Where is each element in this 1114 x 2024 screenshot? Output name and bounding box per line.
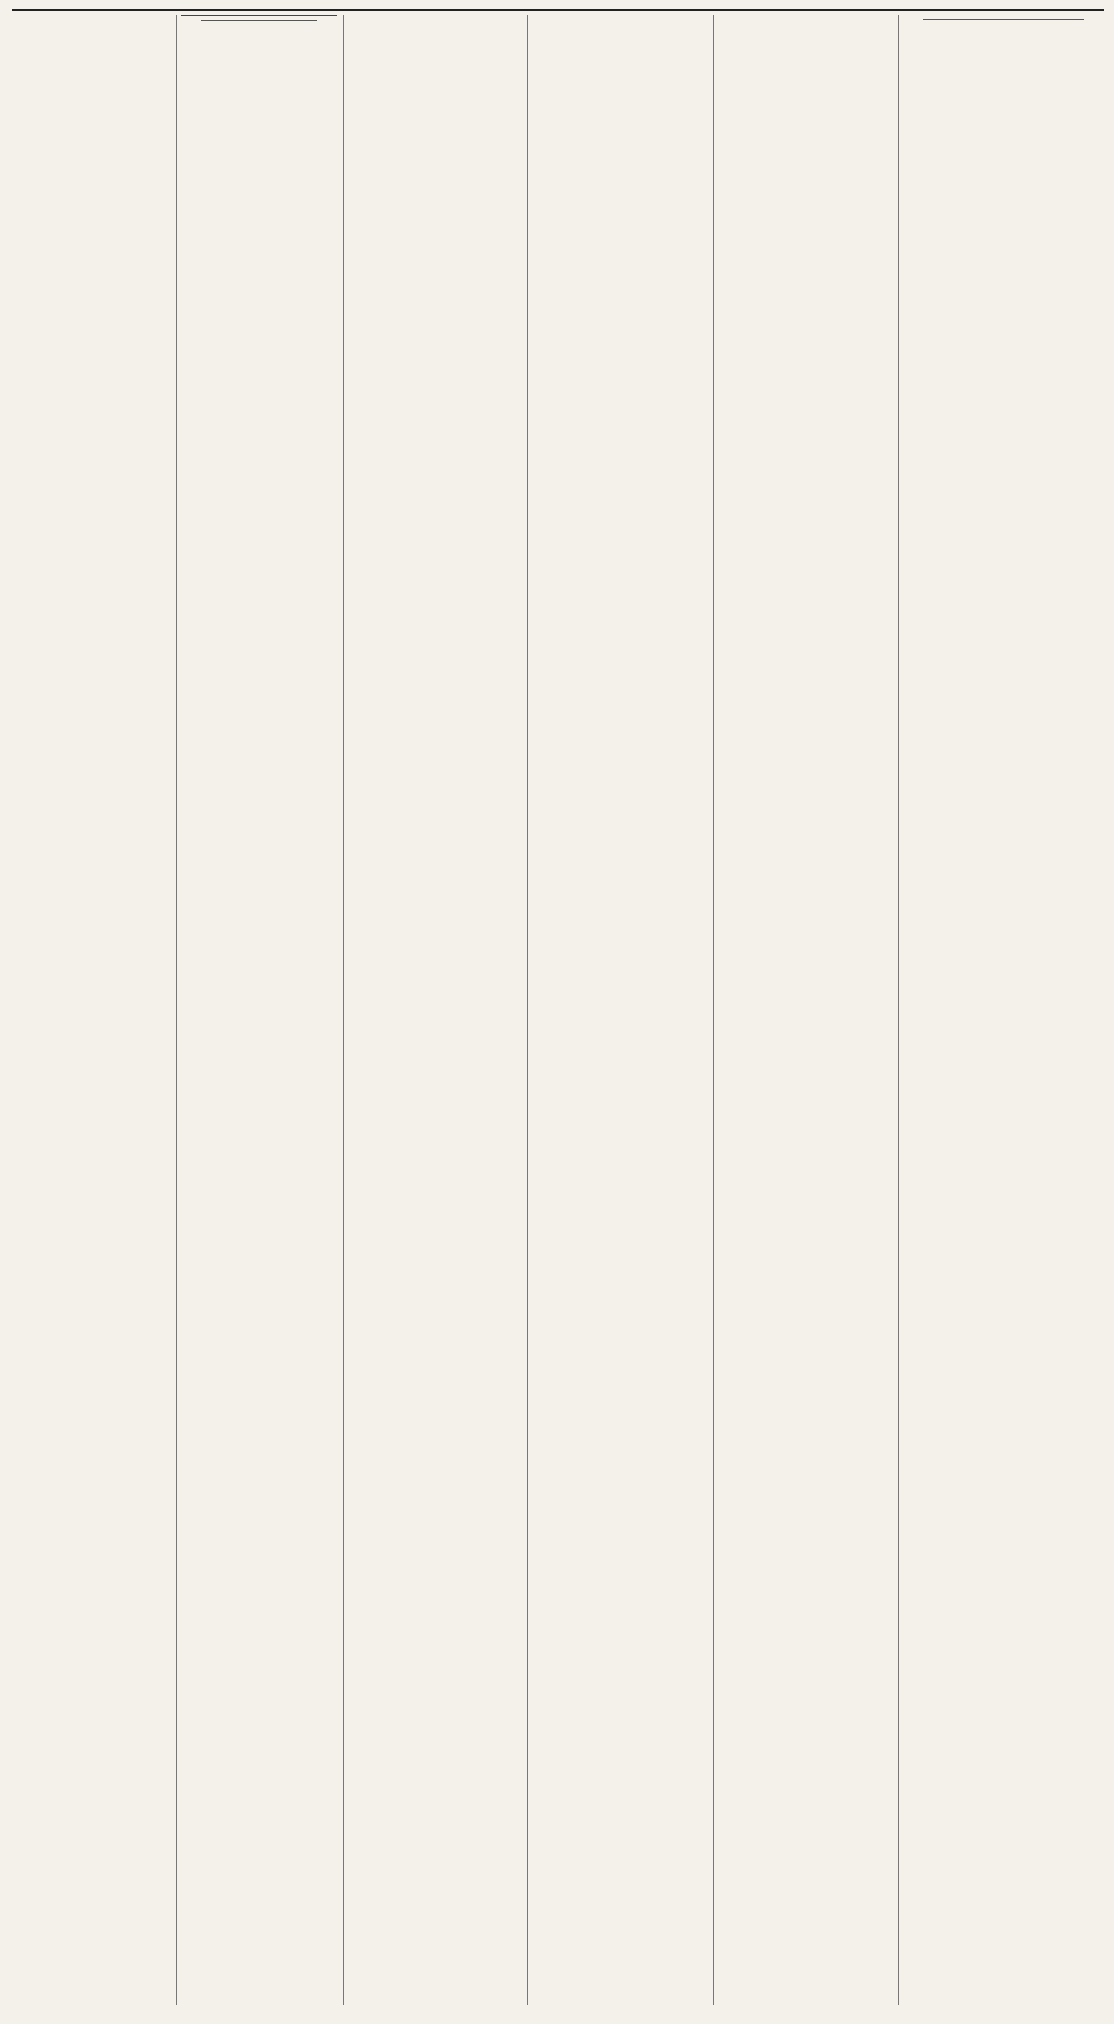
- grand-total-op: [311, 16, 324, 17]
- masthead: [12, 6, 1104, 11]
- column-6: [898, 15, 1104, 2005]
- column-1: [12, 15, 170, 2005]
- column-2: [176, 15, 337, 2005]
- column-5: [713, 15, 893, 2005]
- column-3: [343, 15, 521, 2005]
- grand-total-row: [181, 16, 337, 17]
- grand-total-table: [181, 15, 337, 16]
- grand-total-d: [324, 16, 337, 17]
- grand-total-govt: [298, 16, 311, 17]
- grand-total-label: [181, 16, 298, 17]
- column-4: [527, 15, 707, 2005]
- columns: [12, 15, 1104, 2005]
- divider: [201, 20, 317, 21]
- divider: [923, 19, 1084, 20]
